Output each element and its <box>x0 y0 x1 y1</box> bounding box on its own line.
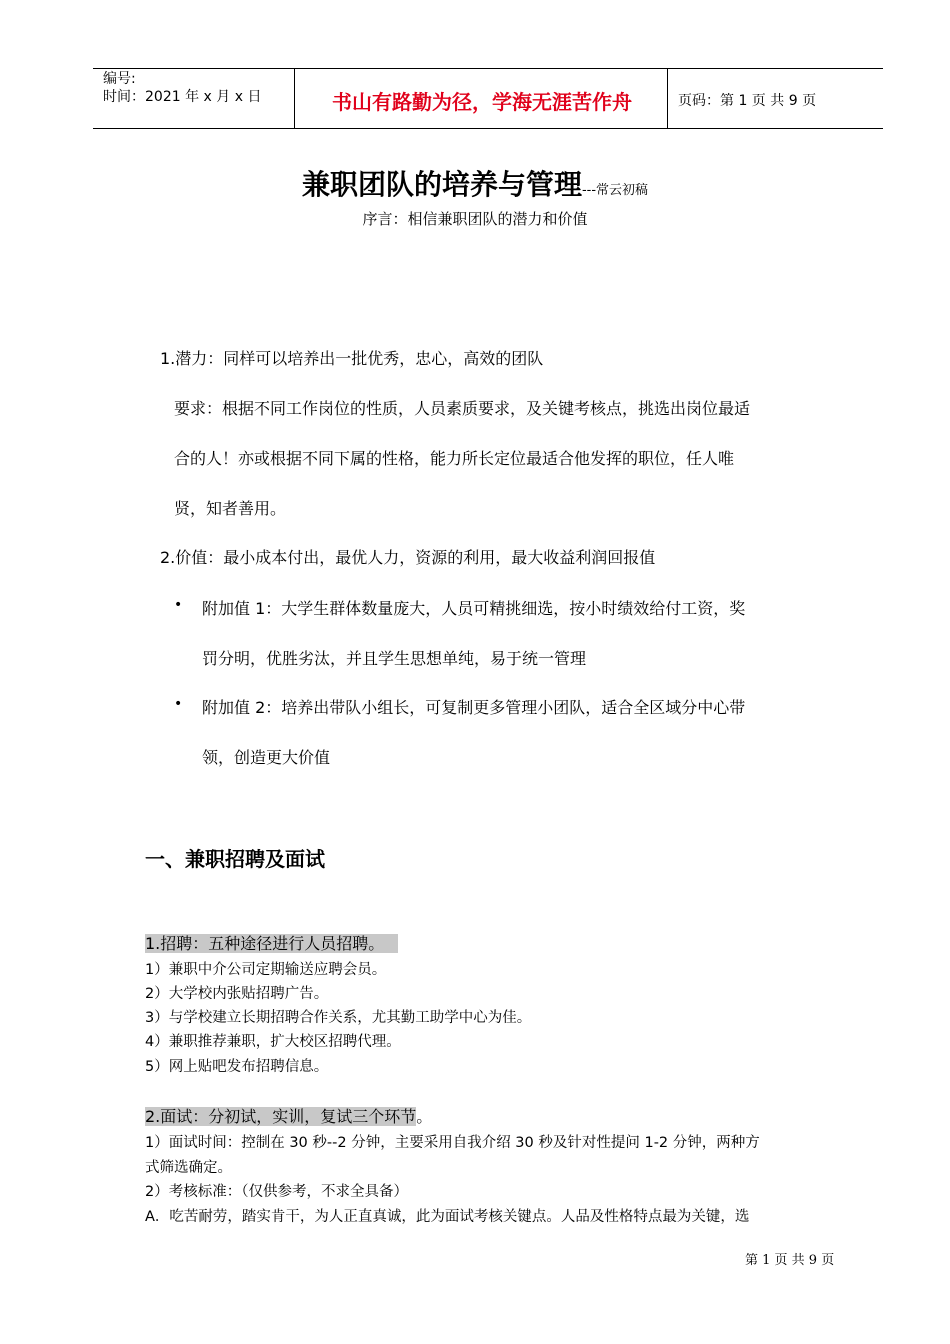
header-divider-left <box>294 68 295 129</box>
intro-potential: 1.潜力：同样可以培养出一批优秀，忠心，高效的团队 <box>160 349 544 368</box>
section-heading-recruitment: 一、兼职招聘及面试 <box>145 847 325 871</box>
recruit-item-4: 4）兼职推荐兼职，扩大校区招聘代理。 <box>145 1034 401 1050</box>
interview-title-end: 。 <box>416 1107 433 1126</box>
intro-value: 2.价值：最小成本付出，最优人力，资源的利用，最大收益利润回报值 <box>160 548 656 567</box>
interview-line-4: A．吃苦耐劳，踏实肯干，为人正直真诚，此为面试考核关键点。人品及性格特点最为关键，选 <box>145 1209 750 1225</box>
header-top-rule <box>93 68 883 69</box>
document-title <box>0 163 950 203</box>
header-bottom-rule <box>93 128 883 129</box>
document-title-suffix: ---常云初稿 <box>581 183 649 198</box>
interview-line-2: 式筛选确定。 <box>145 1160 232 1176</box>
recruit-item-3: 3）与学校建立长期招聘合作关系，尤其勤工助学中心为佳。 <box>145 1010 532 1026</box>
interview-title <box>145 1104 432 1127</box>
interview-line-1: 1）面试时间：控制在 30 秒--2 分钟，主要采用自我介绍 30 秒及针对性提问 1-2 分钟，两种方 <box>145 1135 760 1151</box>
interview-line-3: 2）考核标准：（仅供参考，不求全具备） <box>145 1184 408 1200</box>
bullet-marker-2: • <box>174 696 183 712</box>
intro-requirement-line-3: 贤，知者善用。 <box>174 499 287 518</box>
document-number-label: 编号: <box>103 71 136 87</box>
recruit-item-5: 5）网上贴吧发布招聘信息。 <box>145 1059 329 1075</box>
document-title-main: 兼职团队的培养与管理 <box>301 168 582 201</box>
interview-title-highlight: 2.面试：分初试，实训，复试三个环节 <box>145 1107 417 1126</box>
intro-requirement-line-2: 合的人！亦或根据不同下属的性格，能力所长定位最适合他发挥的职位，任人唯 <box>174 449 735 468</box>
bullet-marker-1: • <box>174 597 183 613</box>
recruit-title <box>145 931 398 954</box>
bullet-2-line-1: 附加值 2：培养出带队小组长，可复制更多管理小团队，适合全区域分中心带 <box>202 698 746 717</box>
document-subtitle: 序言：相信兼职团队的潜力和价值 <box>362 210 588 228</box>
header-meta <box>103 70 261 106</box>
recruit-item-1: 1）兼职中介公司定期输送应聘会员。 <box>145 962 387 978</box>
bullet-1-line-1: 附加值 1：大学生群体数量庞大，人员可精挑细选，按小时绩效给付工资，奖 <box>202 599 746 618</box>
footer-page-number: 第 1 页 共 9 页 <box>745 1253 835 1268</box>
recruit-item-2: 2）大学校内张贴招聘广告。 <box>145 986 329 1002</box>
bullet-1-line-2: 罚分明，优胜劣汰，并且学生思想单纯，易于统一管理 <box>202 649 587 668</box>
header-motto: 书山有路勤为径，学海无涯苦作舟 <box>332 90 632 114</box>
recruit-title-highlight: 1.招聘：五种途径进行人员招聘。 <box>145 934 398 953</box>
header-page-info: 页码：第 1 页 共 9 页 <box>678 93 817 109</box>
intro-requirement-line-1: 要求：根据不同工作岗位的性质，人员素质要求，及关键考核点，挑选出岗位最适 <box>174 399 751 418</box>
bullet-2-line-2: 领，创造更大价值 <box>202 748 331 767</box>
document-time-label: 时间：2021 年 x 月 x 日 <box>103 89 262 105</box>
